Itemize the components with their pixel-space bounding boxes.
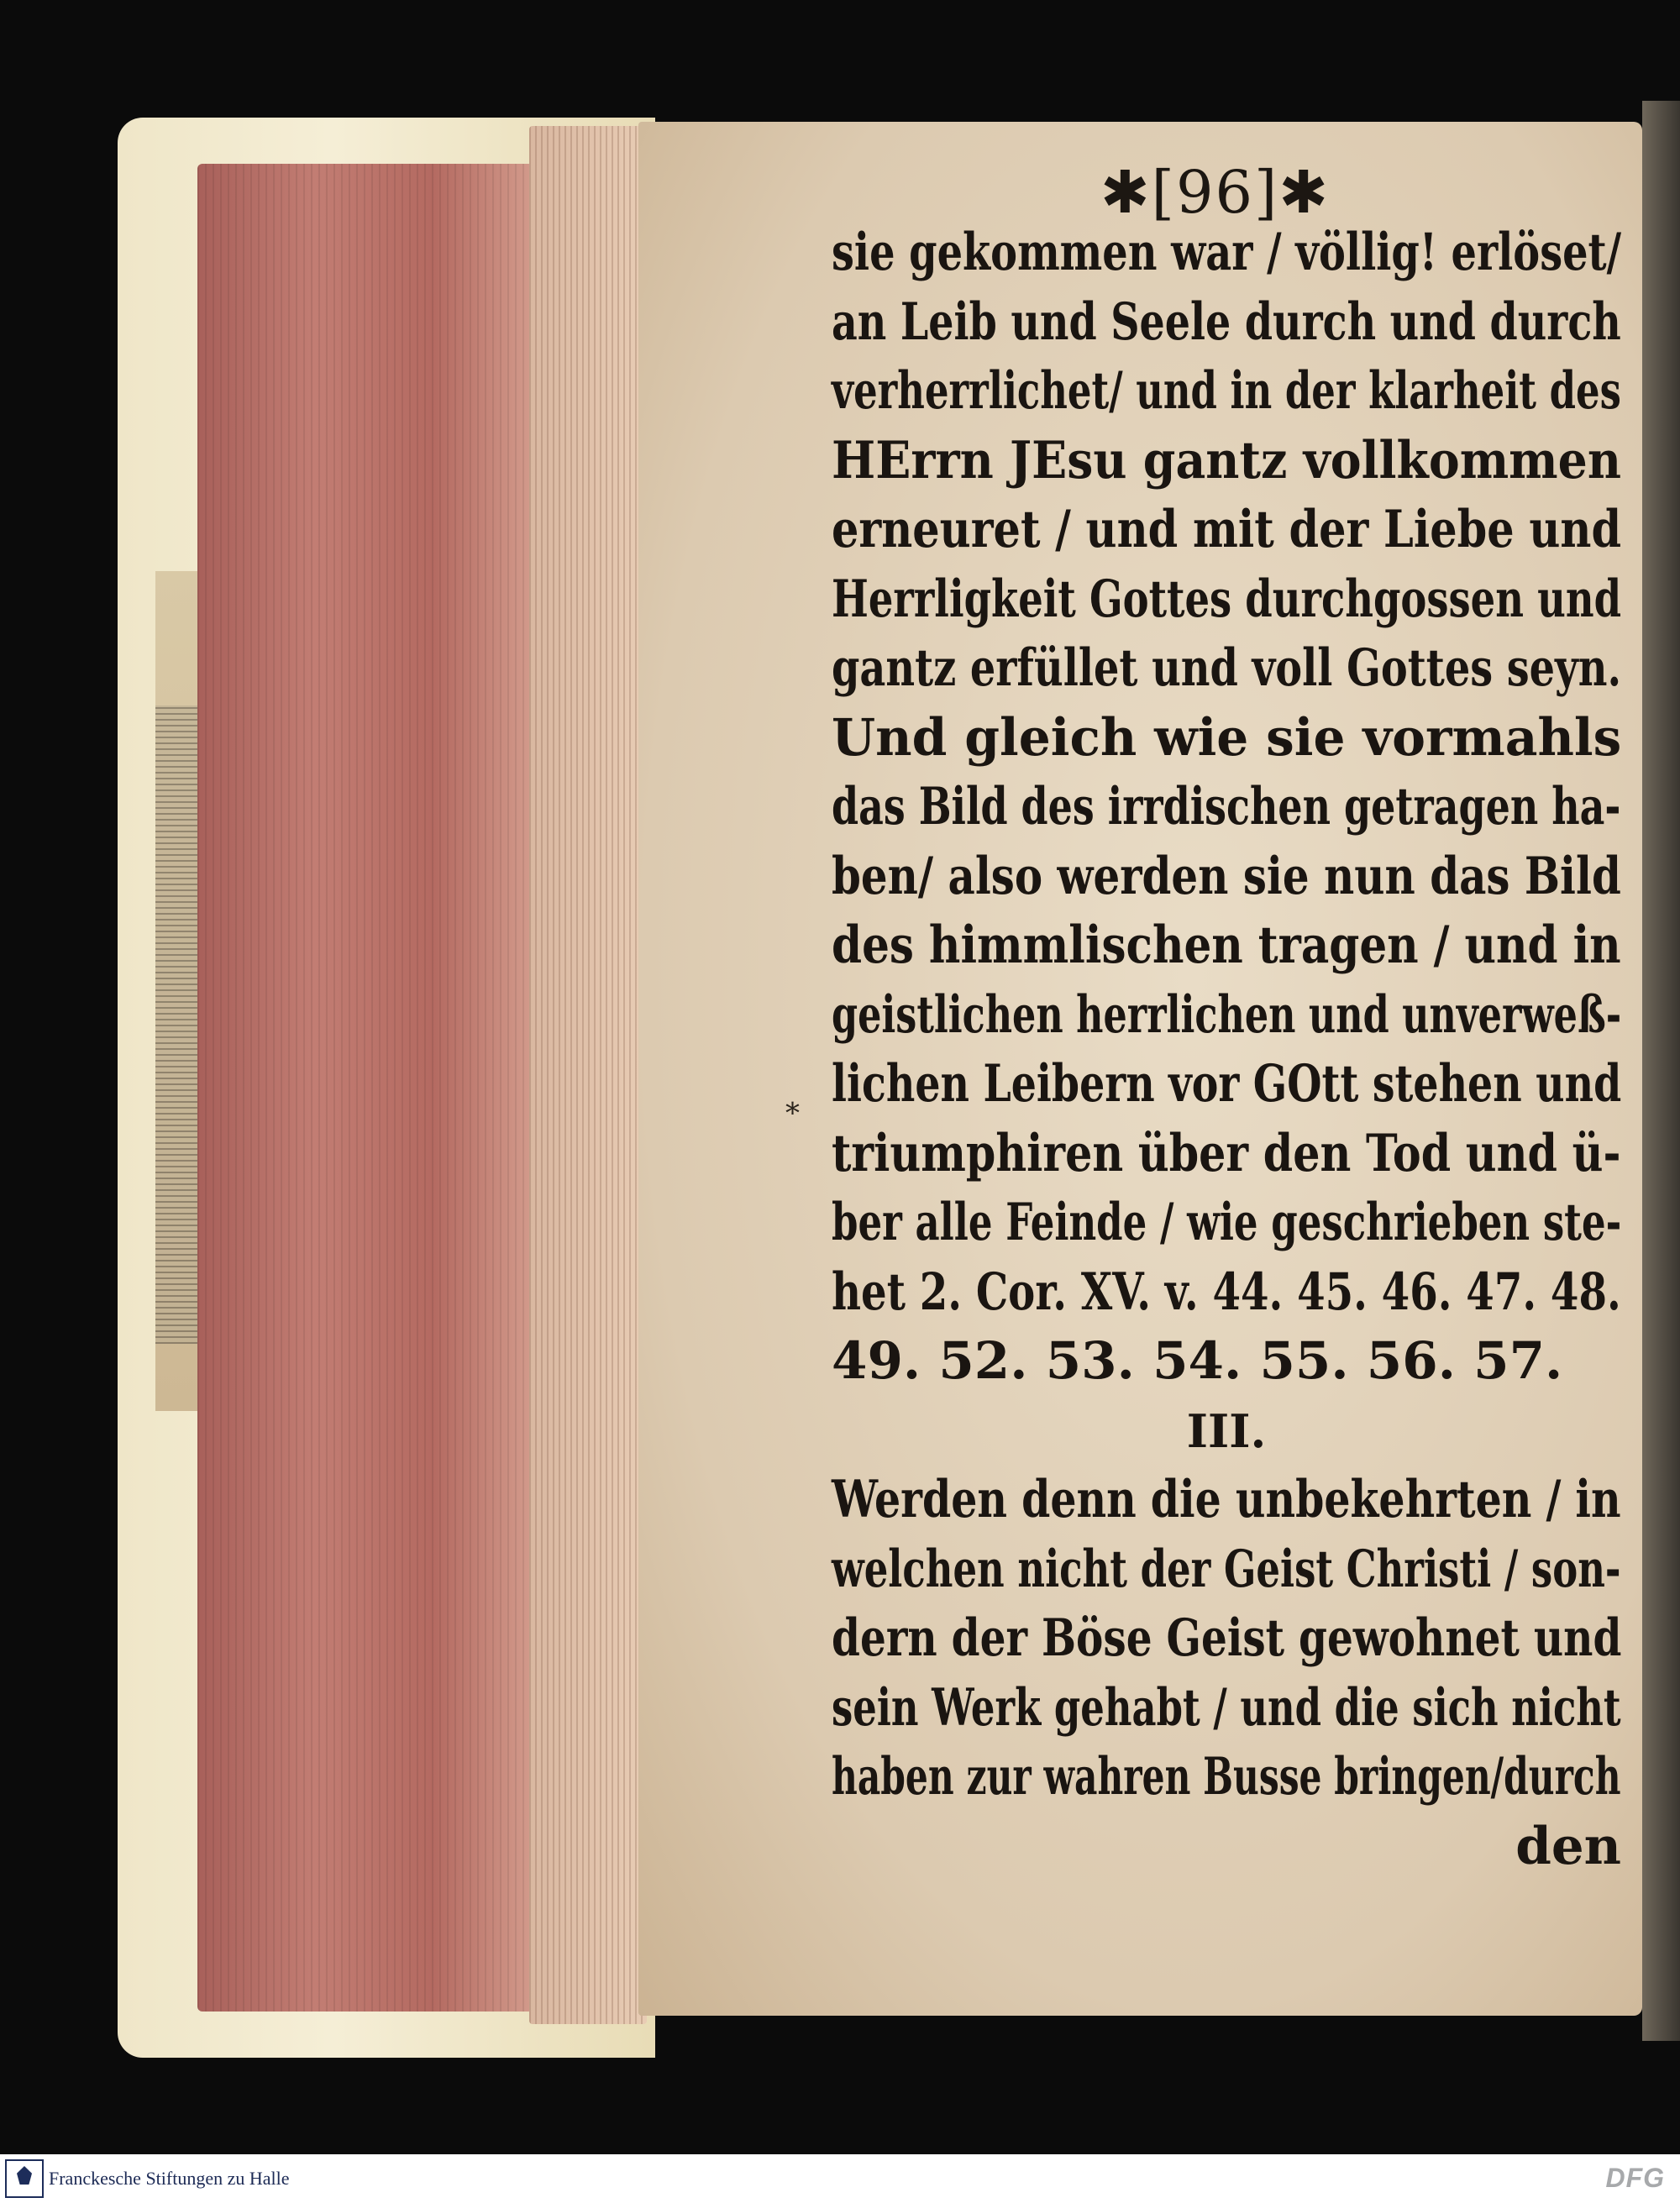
- text-line: 49. 52. 53. 54. 55. 56. 57.: [832, 1331, 1563, 1391]
- text-line: HErrn JEsu gantz vollkommen: [832, 430, 1622, 490]
- institution-name: Franckesche Stiftungen zu Halle: [49, 2168, 290, 2189]
- text-line: gantz erfüllet und voll Gottes seyn.: [832, 638, 1622, 698]
- text-line: des himmlischen tragen / und in: [832, 915, 1621, 975]
- facing-page-edge: [1642, 101, 1680, 2041]
- text-line: Und gleich wie sie vormahls: [832, 707, 1622, 768]
- section-number: III.: [1186, 1403, 1267, 1458]
- text-line: Herrligkeit Gottes durchgossen und: [832, 569, 1622, 629]
- text-line: sein Werk gehabt / und die sich nicht: [832, 1677, 1621, 1738]
- text-line: sie gekommen war / völlig! erlöset/: [832, 223, 1622, 282]
- text-line: erneuret / und mit der Liebe und: [832, 500, 1622, 559]
- text-line: welchen nicht der Geist Christi / son-: [832, 1539, 1621, 1599]
- text-line: haben zur wahren Busse bringen/durch: [832, 1747, 1621, 1807]
- dfg-logo: DFG: [1605, 2163, 1665, 2193]
- text-line: an Leib und Seele durch und durch: [832, 291, 1621, 352]
- text-line: dern der Böse Geist gewohnet und: [832, 1608, 1622, 1668]
- page-header: ✱[96]✱: [1100, 158, 1330, 227]
- text-line: das Bild des irrdischen getragen ha-: [832, 777, 1621, 837]
- page-text: [832, 218, 1621, 1881]
- margin-mark: ⁎: [785, 1088, 800, 1121]
- text-line: geistlichen herrlichen und unverweß-: [832, 984, 1622, 1045]
- text-line: Werden denn die unbekehrten / in: [832, 1470, 1621, 1529]
- page-edges-stack: [529, 126, 647, 2024]
- institution-logo-icon: [5, 2159, 44, 2198]
- text-line: lichen Leibern vor GOtt stehen und: [832, 1054, 1622, 1114]
- text-line: ben/ also werden sie nun das Bild: [832, 846, 1621, 906]
- viewer-footer: [0, 2154, 1680, 2203]
- text-line: het 2. Cor. XV. v. 44. 45. 46. 47. 48.: [832, 1261, 1621, 1322]
- catchword: den: [1515, 1816, 1621, 1876]
- text-line: verherrlichet/ und in der klarheit des: [832, 361, 1621, 421]
- text-line: triumphiren über den Tod und ü-: [832, 1123, 1621, 1183]
- text-line: ber alle Feinde / wie geschrieben ste-: [832, 1193, 1622, 1252]
- page-edges-red: [197, 164, 533, 2012]
